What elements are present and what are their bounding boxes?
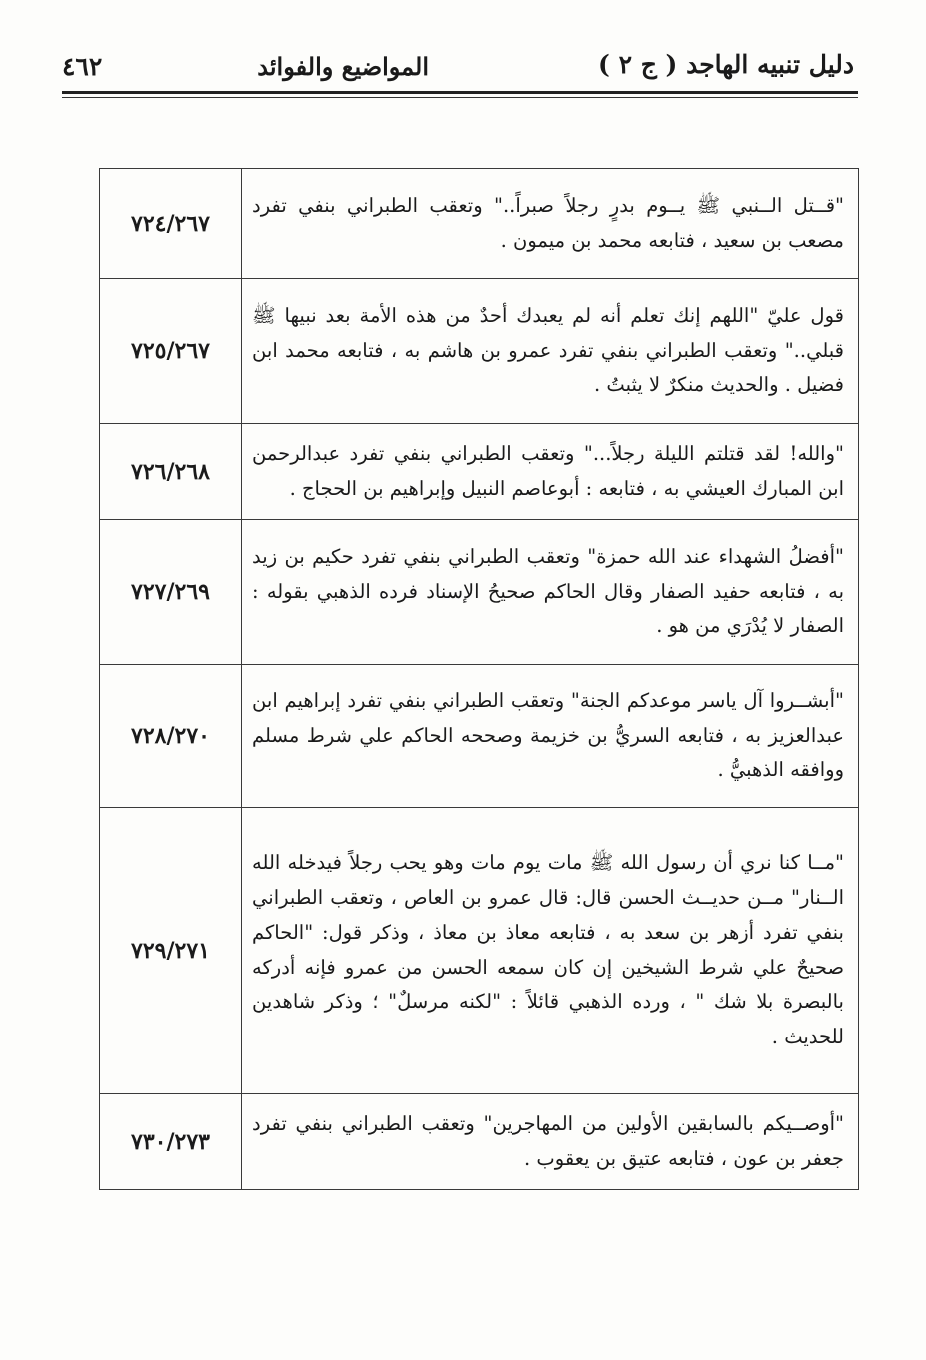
- references-table: [99, 168, 859, 1190]
- reference-number: ٧٢٦/٢٦٨: [100, 424, 242, 520]
- hadith-text: "والله! لقد قتلتم الليلة رجلاً..." وتعقب الطبراني بنفي تفرد عبدالرحمن ابن المبارك العيشي به ، فتابعه : أبوعاصم النبيل وإبراهيم بن الحجاج .: [242, 424, 859, 520]
- table-row: [100, 424, 859, 520]
- reference-number: ٧٢٨/٢٧٠: [100, 665, 242, 808]
- hadith-text: "مــا كنا نري أن رسول الله ﷺ مات يوم مات وهو يحب رجلاً فيدخله الله الــنار" مــن حديــث الحسن قال: قال عمرو بن العاص ، وتعقب الطبراني بنفي تفرد أزهر بن سعد به ، فتابعه معاذ بن معاذ ، وذكر قول: "الحاكم صحيحٌ علي شرط الشيخين إن كان سمعه الحسن من عمرو فإنه أدركه بالبصرة بلا شك " ، ورده الذهبي قائلاً : "لكنه مرسلٌ" ؛ وذكر شاهدين للحديث .: [242, 808, 859, 1094]
- header-rule-thick: [62, 91, 858, 94]
- section-title: المواضيع والفوائد: [257, 52, 429, 81]
- table-row: [100, 665, 859, 808]
- reference-number: ٧٣٠/٢٧٣: [100, 1094, 242, 1190]
- page-number: ٤٦٢: [62, 52, 103, 81]
- hadith-text: "قــتل الــنبي ﷺ يــوم بدرٍ رجلاً صبراً.." وتعقب الطبراني بنفي تفرد مصعب بن سعيد ، فتابعه محمد بن ميمون .: [242, 169, 859, 279]
- reference-number: ٧٢٩/٢٧١: [100, 808, 242, 1094]
- hadith-text: "أفضلُ الشهداء عند الله حمزة" وتعقب الطبراني بنفي تفرد حكيم بن زيد به ، فتابعه حفيد الصفار وقال الحاكم صحيحُ الإسناد فرده الذهبي بقوله : الصفار لا يُدْرَي من هو .: [242, 520, 859, 665]
- header-rule-thin: [62, 97, 858, 98]
- hadith-text: "أبشــروا آل ياسر موعدكم الجنة" وتعقب الطبراني بنفي تفرد إبراهيم ابن عبدالعزيز به ، فتابعه السريُّ بن خزيمة وصححه الحاكم علي شرط مسلم ووافقه الذهبيُّ .: [242, 665, 859, 808]
- book-title: دليل تنبيه الهاجد ( ج ٢ ): [598, 50, 854, 79]
- reference-number: ٧٢٥/٢٦٧: [100, 279, 242, 424]
- reference-number: ٧٢٧/٢٦٩: [100, 520, 242, 665]
- hadith-text: قول عليّ "اللهم إنك تعلم أنه لم يعبدك أحدٌ من هذه الأمة بعد نبيها ﷺ قبلي.." وتعقب الطبراني بنفي تفرد عمرو بن هاشم به ، فتابعه محمد ابن فضيل . والحديث منكرٌ لا يثبتُ .: [242, 279, 859, 424]
- hadith-text: "أوصــيكم بالسابقين الأولين من المهاجرين" وتعقب الطبراني بنفي تفرد جعفر بن عون ، فتابعه عتيق بن يعقوب .: [242, 1094, 859, 1190]
- table-row: [100, 808, 859, 1094]
- table-row: [100, 279, 859, 424]
- reference-number: ٧٢٤/٢٦٧: [100, 169, 242, 279]
- table-row: [100, 1094, 859, 1190]
- table-row: [100, 520, 859, 665]
- page-header: [62, 50, 854, 90]
- table-row: [100, 169, 859, 279]
